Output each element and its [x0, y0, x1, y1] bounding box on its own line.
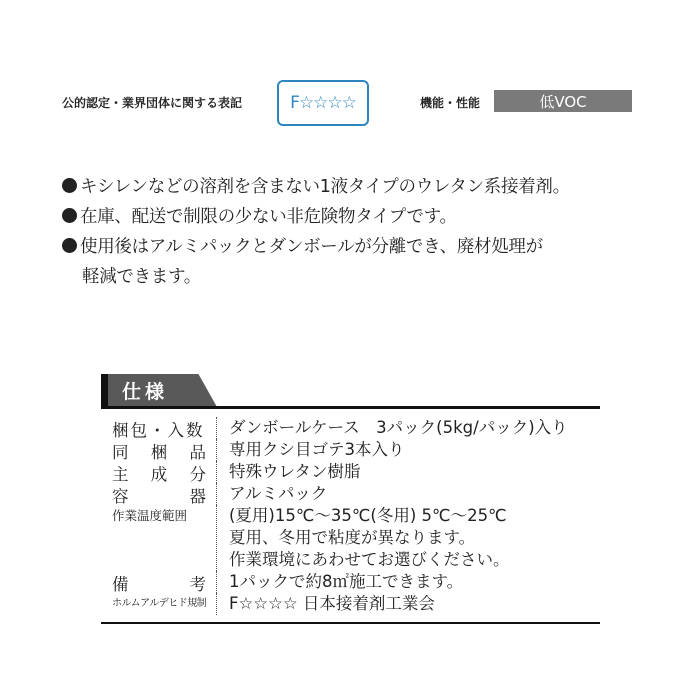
spec-separator — [216, 483, 229, 505]
spec-label-char: 考 — [189, 575, 206, 594]
spec-label: ホルムアルデヒド規制 — [112, 598, 207, 609]
spec-label — [112, 461, 212, 485]
spec-value-note: 夏用、冬用で粘度が異なります。 — [229, 528, 476, 547]
spec-label-char: 分 — [189, 465, 206, 484]
feature-text: 在庫、配送で制限の少ない非危険物タイプです。 — [80, 207, 457, 227]
spec-separator — [216, 593, 229, 615]
performance-badge-text: 低VOC — [539, 92, 587, 111]
feature-text: キシレンなどの溶剤を含まない1液タイプのウレタン系接着剤。 — [80, 177, 570, 197]
spec-divider-top — [101, 406, 600, 409]
spec-tab-accent — [101, 374, 108, 407]
spec-label — [112, 439, 212, 463]
performance-badge — [494, 90, 632, 112]
spec-label: 作業温度範囲 — [112, 508, 188, 523]
spec-label-char: 梱 — [150, 443, 168, 462]
spec-label — [112, 483, 212, 507]
cert-badge — [277, 80, 369, 126]
spec-value: 特殊ウレタン樹脂 — [229, 462, 361, 481]
bullet-icon — [62, 238, 77, 253]
spec-divider-bottom — [101, 622, 600, 624]
spec-row-component — [112, 461, 602, 483]
spec-value: F☆☆☆☆ 日本接着剤工業会 — [229, 594, 435, 613]
spec-label-char: 器 — [189, 487, 206, 506]
bullet-icon — [62, 178, 77, 193]
spec-value: 専用クシ目ゴテ3本入り — [229, 440, 405, 459]
spec-value: 1パックで約8㎡施工できます。 — [229, 572, 464, 591]
spec-label-char: 成 — [150, 465, 168, 484]
spec-row-packing — [112, 417, 602, 439]
spec-label-char: 同 — [112, 443, 129, 462]
spec-label-char: 容 — [112, 487, 129, 506]
spec-row-remarks — [112, 571, 602, 593]
bullet-icon — [62, 208, 77, 223]
cert-badge-text: F☆☆☆☆ — [290, 93, 356, 113]
spec-separator — [216, 461, 229, 483]
spec-separator — [216, 417, 229, 439]
performance-label: 機能・性能 — [420, 96, 481, 110]
spec-value-note: 作業環境にあわせてお選びください。 — [229, 550, 510, 569]
feature-list — [62, 172, 662, 292]
spec-row-temperature — [112, 505, 602, 571]
spec-label: 梱包・入数 — [112, 421, 205, 440]
spec-separator — [216, 439, 229, 461]
spec-row-included — [112, 439, 602, 461]
spec-separator — [216, 505, 229, 571]
spec-label-char: 備 — [112, 575, 129, 594]
cert-label: 公的認定・業界団体に関する表記 — [62, 96, 243, 110]
feature-text: 使用後はアルミパックとダンボールが分離でき、廃材処理が — [80, 237, 543, 257]
spec-value: ダンボールケース 3パック(5kg/パック)入り — [229, 418, 568, 437]
spec-title: 仕様 — [122, 381, 169, 403]
spec-label-char: 品 — [189, 443, 206, 462]
spec-value: (夏用)15℃～35℃(冬用) 5℃～25℃ — [229, 506, 507, 525]
feature-item — [62, 172, 662, 202]
spec-value: アルミパック — [229, 484, 328, 503]
spec-label — [112, 571, 212, 595]
spec-label-char: 主 — [112, 465, 129, 484]
spec-row-container — [112, 483, 602, 505]
spec-table — [112, 417, 602, 615]
feature-text-continued: 軽減できます。 — [82, 267, 201, 287]
feature-item — [62, 202, 662, 232]
spec-separator — [216, 571, 229, 593]
feature-item — [62, 232, 662, 292]
spec-row-formaldehyde — [112, 593, 602, 615]
